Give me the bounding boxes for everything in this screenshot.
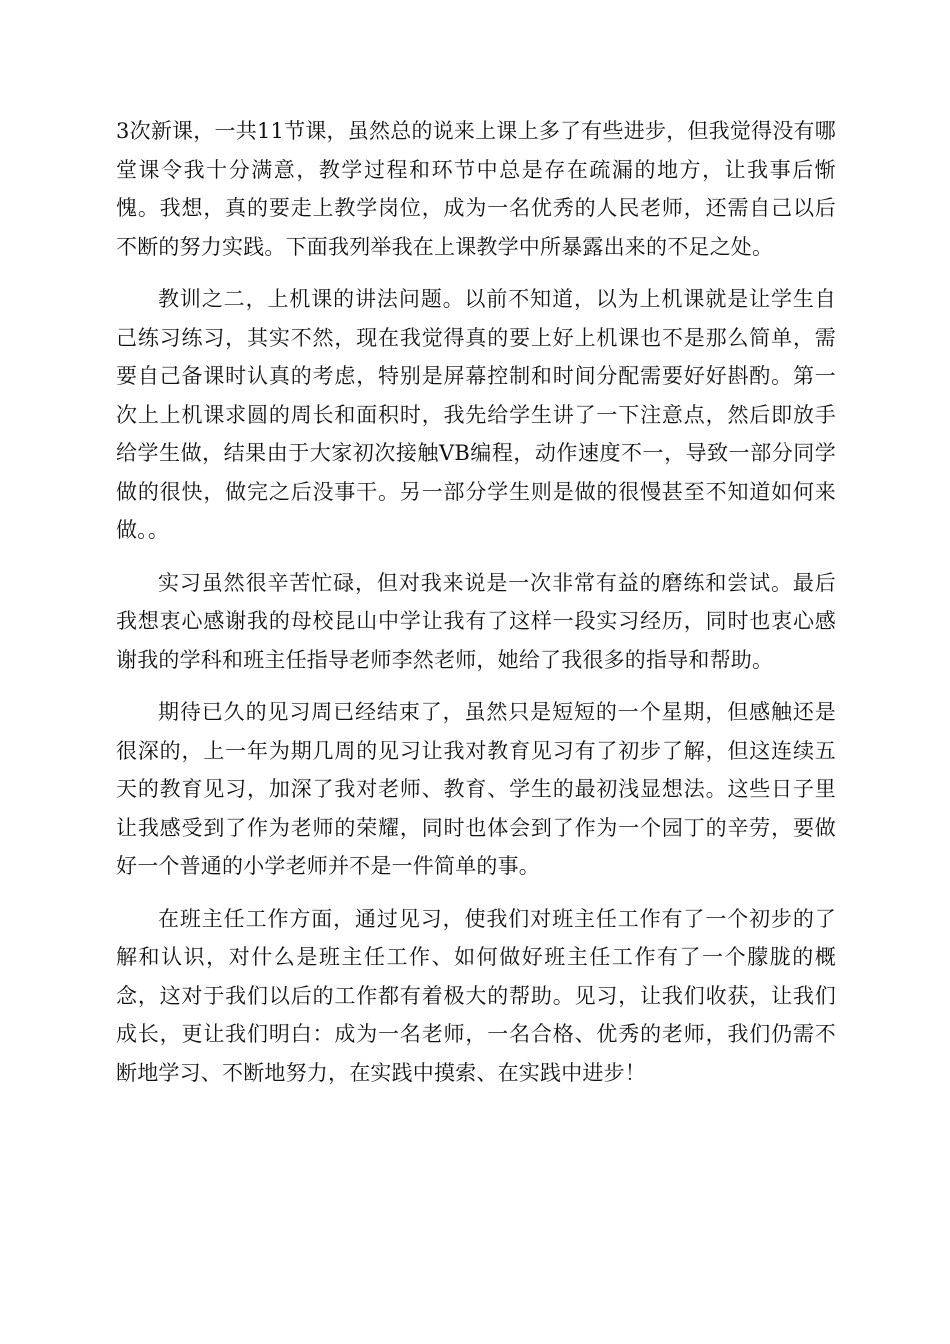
paragraph-5: 在班主任工作方面，通过见习，使我们对班主任工作有了一个初步的了解和认识，对什么是班主任工作、如何做好班主任工作有了一个朦胧的概念，这对于我们以后的工作都有着极大的帮助。见习，让我们收获，让我们成长，更让我们明白：成为一名老师，一名合格、优秀的老师，我们仍需不断地学习、不断地努力，在实践中摸索、在实践中进步！ bbox=[116, 906, 836, 1085]
paragraph-2: 教训之二，上机课的讲法问题。以前不知道，以为上机课就是让学生自己练习练习，其实不然，现在我觉得真的要上好上机课也不是那么简单，需要自己备课时认真的考虑，特别是屏幕控制和时间分配需要好好斟酌。第一次上上机课求圆的周长和面积时，我先给学生讲了一下注意点，然后即放手给学生做，结果由于大家初次接触VB编程，动作速度不一，导致一部分同学做的很快，做完之后没事干。另一部分学生则是做的很慢甚至不知道如何来做。。 bbox=[116, 287, 836, 542]
paragraph-3: 实习虽然很辛苦忙碌，但对我来说是一次非常有益的磨练和尝试。最后我想衷心感谢我的母校昆山中学让我有了这样一段实习经历，同时也衷心感谢我的学科和班主任指导老师李然老师，她给了我很多的指导和帮助。 bbox=[116, 570, 836, 672]
paragraph-4: 期待已久的见习周已经结束了，虽然只是短短的一个星期，但感触还是很深的，上一年为期几周的见习让我对教育见习有了初步了解，但这连续五天的教育见习，加深了我对老师、教育、学生的最初浅显想法。这些日子里让我感受到了作为老师的荣耀，同时也体会到了作为一个园丁的辛劳，要做好一个普通的小学老师并不是一件简单的事。 bbox=[116, 700, 836, 878]
paragraph-1: 3次新课，一共11节课，虽然总的说来上课上多了有些进步，但我觉得没有哪堂课令我十分满意，教学过程和环节中总是存在疏漏的地方，让我事后惭愧。我想，真的要走上教学岗位，成为一名优秀的人民老师，还需自己以后不断的努力实践。下面我列举我在上课教学中所暴露出来的不足之处。 bbox=[116, 119, 836, 259]
document-page bbox=[116, 112, 836, 1106]
